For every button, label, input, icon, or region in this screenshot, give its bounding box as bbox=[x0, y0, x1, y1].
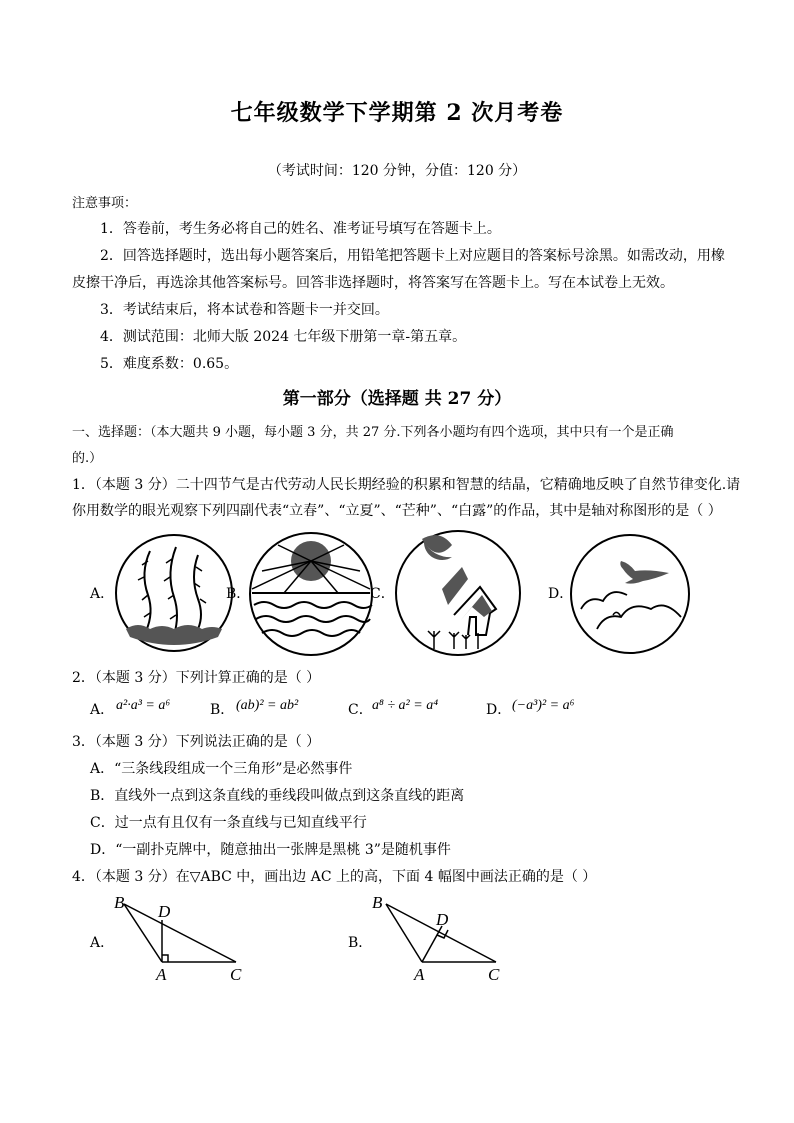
q1-figure-a bbox=[114, 533, 234, 653]
q1-stem: 1．（本题 3 分）二十四节气是古代劳动人民长期经验的积累和智慧的结晶，它精确地反映了自然节律变化.请 bbox=[72, 477, 741, 493]
paper-title: 七年级数学下学期第 2 次月考卷 bbox=[230, 100, 564, 126]
note-item: 3．考试结束后，将本试卷和答题卡一并交回。 bbox=[100, 302, 389, 318]
point-label: B bbox=[114, 893, 125, 912]
exam-info: （考试时间：120 分钟，分值：120 分） bbox=[267, 163, 527, 179]
point-label: A bbox=[156, 965, 167, 984]
q4-option-label: B． bbox=[348, 935, 373, 951]
point-label: C bbox=[488, 965, 500, 984]
note-item: 1．答卷前，考生务必将自己的姓名、准考证号填写在答题卡上。 bbox=[100, 221, 501, 237]
q1-option-label: A． bbox=[90, 586, 115, 602]
note-item: 2．回答选择题时，选出每小题答案后，用铅笔把答题卡上对应题目的答案标号涂黑。如需改动，用橡 bbox=[100, 248, 725, 264]
q2-option-label: B． bbox=[210, 702, 235, 718]
q1-option-label: C． bbox=[370, 586, 395, 602]
note-item: 皮擦干净后，再选涂其他答案标号。回答非选择题时，将答案写在答题卡上。写在本试卷上无效。 bbox=[72, 275, 674, 291]
notes-heading: 注意事项： bbox=[72, 196, 138, 211]
q3-option: A．“三条线段组成一个三角形”是必然事件 bbox=[90, 761, 353, 777]
q1-figure-c bbox=[394, 527, 522, 659]
q2-option-label: A． bbox=[90, 702, 115, 718]
note-item: 5．难度系数：0.65。 bbox=[100, 356, 239, 372]
q1-figure-d bbox=[569, 533, 691, 655]
q4-figure-a bbox=[110, 892, 260, 984]
q2-option-label: C． bbox=[348, 702, 373, 718]
q4-option-label: A． bbox=[90, 935, 115, 951]
q1-option-label: B． bbox=[226, 586, 251, 602]
q2-option-a: a²·a³ = a⁶ bbox=[116, 698, 171, 713]
q3-option: C．过一点有且仅有一条直线与已知直线平行 bbox=[90, 815, 367, 831]
point-label: C bbox=[230, 965, 242, 984]
point-label: A bbox=[414, 965, 425, 984]
part1-intro: 一、选择题：（本大题共 9 小题，每小题 3 分，共 27 分.下列各小题均有四个选项，其中只有一个是正确 bbox=[72, 425, 674, 440]
q4-stem: 4．（本题 3 分）在▽ABC 中，画出边 AC 上的高，下面 4 幅图中画法正确的是（ ） bbox=[72, 869, 597, 885]
q3-option: B．直线外一点到这条直线的垂线段叫做点到这条直线的距离 bbox=[90, 788, 465, 804]
part1-intro: 的.） bbox=[72, 451, 103, 466]
q4-figure-b bbox=[366, 892, 516, 984]
q2-option-c: a⁸ ÷ a² = a⁴ bbox=[372, 698, 439, 713]
q2-option-b: (ab)² = ab² bbox=[236, 698, 299, 713]
q2-stem: 2．（本题 3 分）下列计算正确的是（ ） bbox=[72, 670, 321, 686]
point-label: B bbox=[372, 893, 383, 912]
point-label: D bbox=[436, 910, 449, 929]
q2-option-label: D． bbox=[486, 702, 512, 718]
q3-stem: 3．（本题 3 分）下列说法正确的是（ ） bbox=[72, 734, 321, 750]
q1-option-label: D． bbox=[548, 586, 574, 602]
note-item: 4．测试范围：北师大版 2024 七年级下册第一章-第五章。 bbox=[100, 329, 467, 345]
q1-figure-b bbox=[248, 531, 374, 657]
q2-option-d: (−a³)² = a⁶ bbox=[512, 698, 575, 713]
q1-stem: 你用数学的眼光观察下列四副代表“立春”、“立夏”、“芒种”、“白露”的作品，其中是轴对称图形的是（ ） bbox=[72, 503, 722, 519]
section-title: 第一部分（选择题 共 27 分） bbox=[282, 389, 512, 409]
q3-option: D．“一副扑克牌中，随意抽出一张牌是黑桃 3”是随机事件 bbox=[90, 842, 451, 858]
point-label: D bbox=[158, 902, 171, 921]
